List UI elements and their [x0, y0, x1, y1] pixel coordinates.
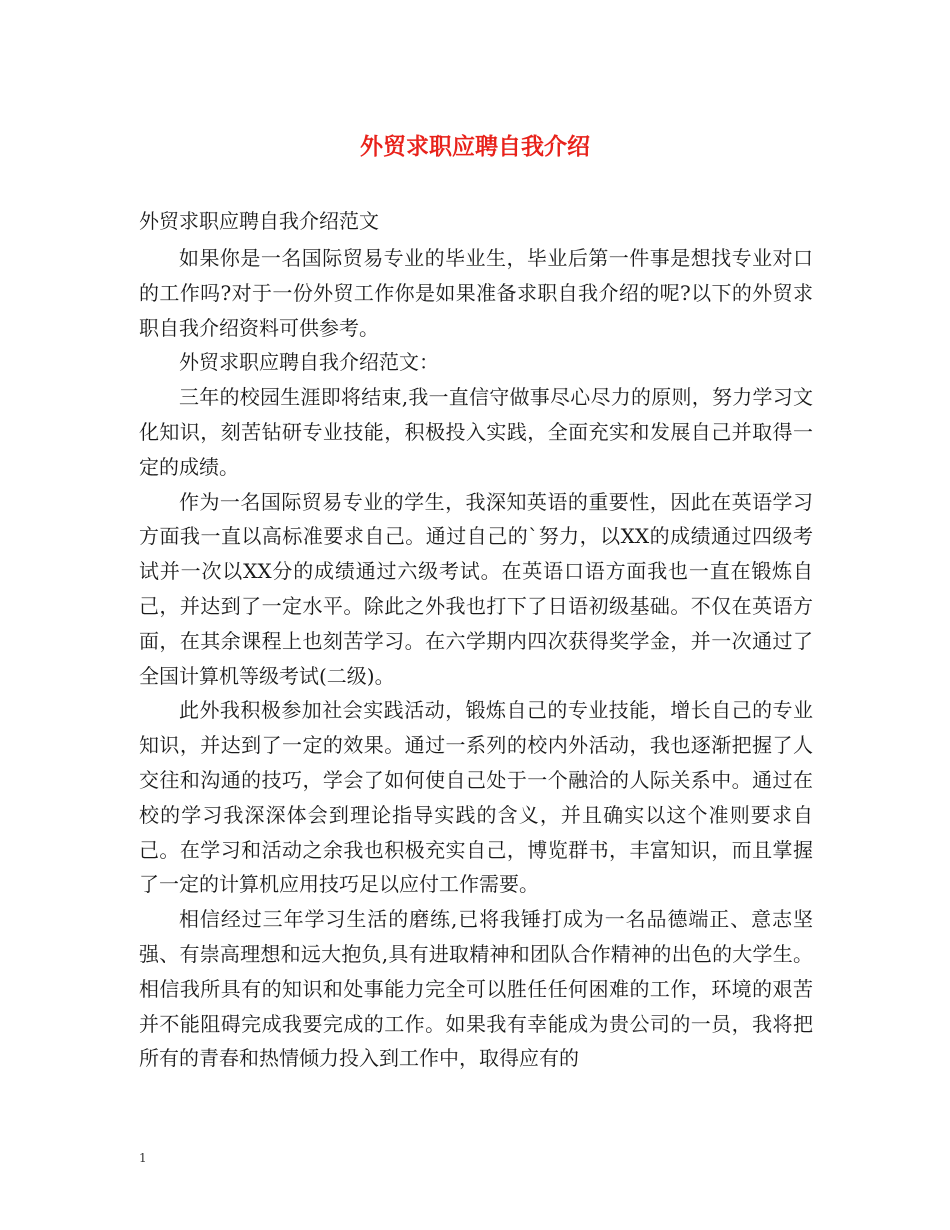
document-subtitle: 外贸求职应聘自我介绍范文 [139, 209, 379, 233]
paragraph-campus-life: 三年的校园生涯即将结束,我一直信守做事尽心尽力的原则，努力学习文化知识，刻苦钻研专业技能，积极投入实践，全面充实和发展自己并取得一定的成绩。 [139, 385, 813, 479]
document-body [139, 241, 813, 1076]
paragraph-english-study: 作为一名国际贸易专业的学生，我深知英语的重要性，因此在英语学习方面我一直以高标准要求自己。通过自己的`努力，以XX的成绩通过四级考试并一次以XX分的成绩通过六级考试。在英语口语方面我也一直在锻炼自己，并达到了一定水平。除此之外我也打下了日语初级基础。不仅在英语方面，在其余课程上也刻苦学习。在六学期内四次获得奖学金，并一次通过了全国计算机等级考试(二级)。 [139, 489, 813, 688]
paragraph-conclusion: 相信经过三年学习生活的磨练,已将我锤打成为一名品德端正、意志坚强、有崇高理想和远大抱负,具有进取精神和团队合作精神的出色的大学生。相信我所具有的知识和处事能力完全可以胜任任何困难的工作，环境的艰苦并不能阻碍完成我要完成的工作。如果我有幸能成为贵公司的一员，我将把所有的青春和热情倾力投入到工作中，取得应有的 [139, 907, 813, 1071]
paragraph-social-practice: 此外我积极参加社会实践活动，锻炼自己的专业技能，增长自己的专业知识，并达到了一定的效果。通过一系列的校内外活动，我也逐渐把握了人交往和沟通的技巧，学会了如何使自己处于一个融洽的人际关系中。通过在校的学习我深深体会到理论指导实践的含义，并且确实以这个准则要求自己。在学习和活动之余我也积极充实自己，博览群书，丰富知识，而且掌握了一定的计算机应用技巧足以应付工作需要。 [139, 698, 813, 897]
page-number: 1 [139, 1151, 147, 1165]
paragraph-intro: 如果你是一名国际贸易专业的毕业生，毕业后第一件事是想找专业对口的工作吗?对于一份外贸工作你是如果准备求职自我介绍的呢?以下的外贸求职自我介绍资料可供参考。 [139, 246, 813, 340]
document-title: 外贸求职应聘自我介绍 [360, 133, 590, 160]
paragraph-heading: 外贸求职应聘自我介绍范文： [179, 350, 439, 375]
